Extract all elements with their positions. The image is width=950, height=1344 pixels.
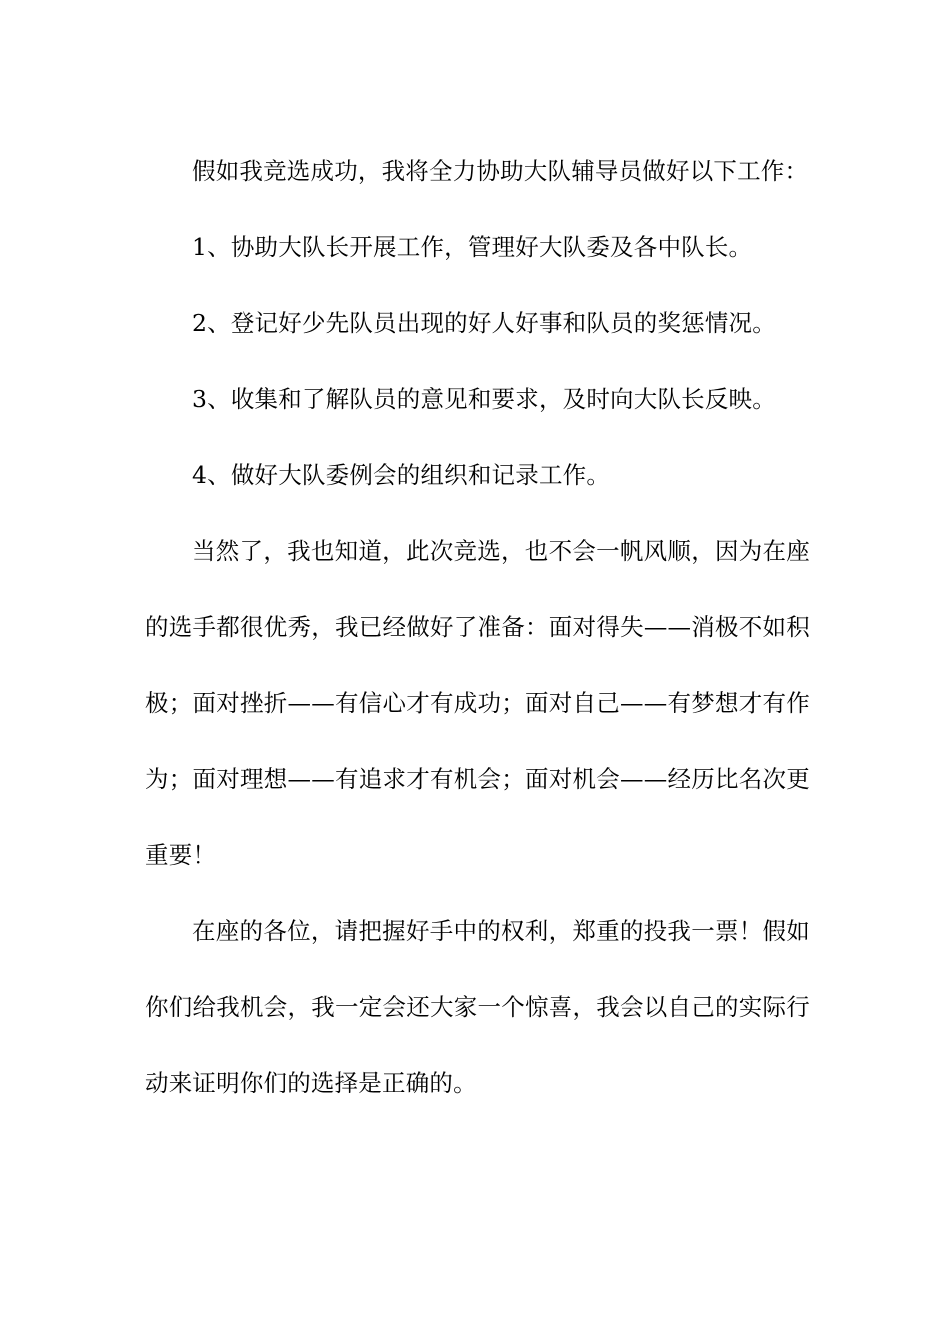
paragraph-closing: 在座的各位，请把握好手中的权利，郑重的投我一票！假如你们给我机会，我一定会还大家一个惊喜，我会以自己的实际行动来证明你们的选择是正确的。 xyxy=(145,917,810,1097)
paragraph-item-2: 2、登记好少先队员出现的好人好事和队员的奖惩情况。 xyxy=(192,309,776,337)
paragraph-item-3: 3、收集和了解队员的意见和要求，及时向大队长反映。 xyxy=(192,385,776,413)
paragraph-preparation: 当然了，我也知道，此次竞选，也不会一帆风顺，因为在座的选手都很优秀，我已经做好了准备：面对得失——消极不如积极；面对挫折——有信心才有成功；面对自己——有梦想才有作为；面对理想——有追求才有机会；面对机会——经历比名次更重要！ xyxy=(145,537,810,869)
paragraph-item-1: 1、协助大队长开展工作，管理好大队委及各中队长。 xyxy=(192,233,753,261)
document-page xyxy=(145,133,810,1121)
paragraph-item-4: 4、做好大队委例会的组织和记录工作。 xyxy=(192,461,611,489)
paragraph-intro: 假如我竞选成功，我将全力协助大队辅导员做好以下工作： xyxy=(192,157,809,185)
